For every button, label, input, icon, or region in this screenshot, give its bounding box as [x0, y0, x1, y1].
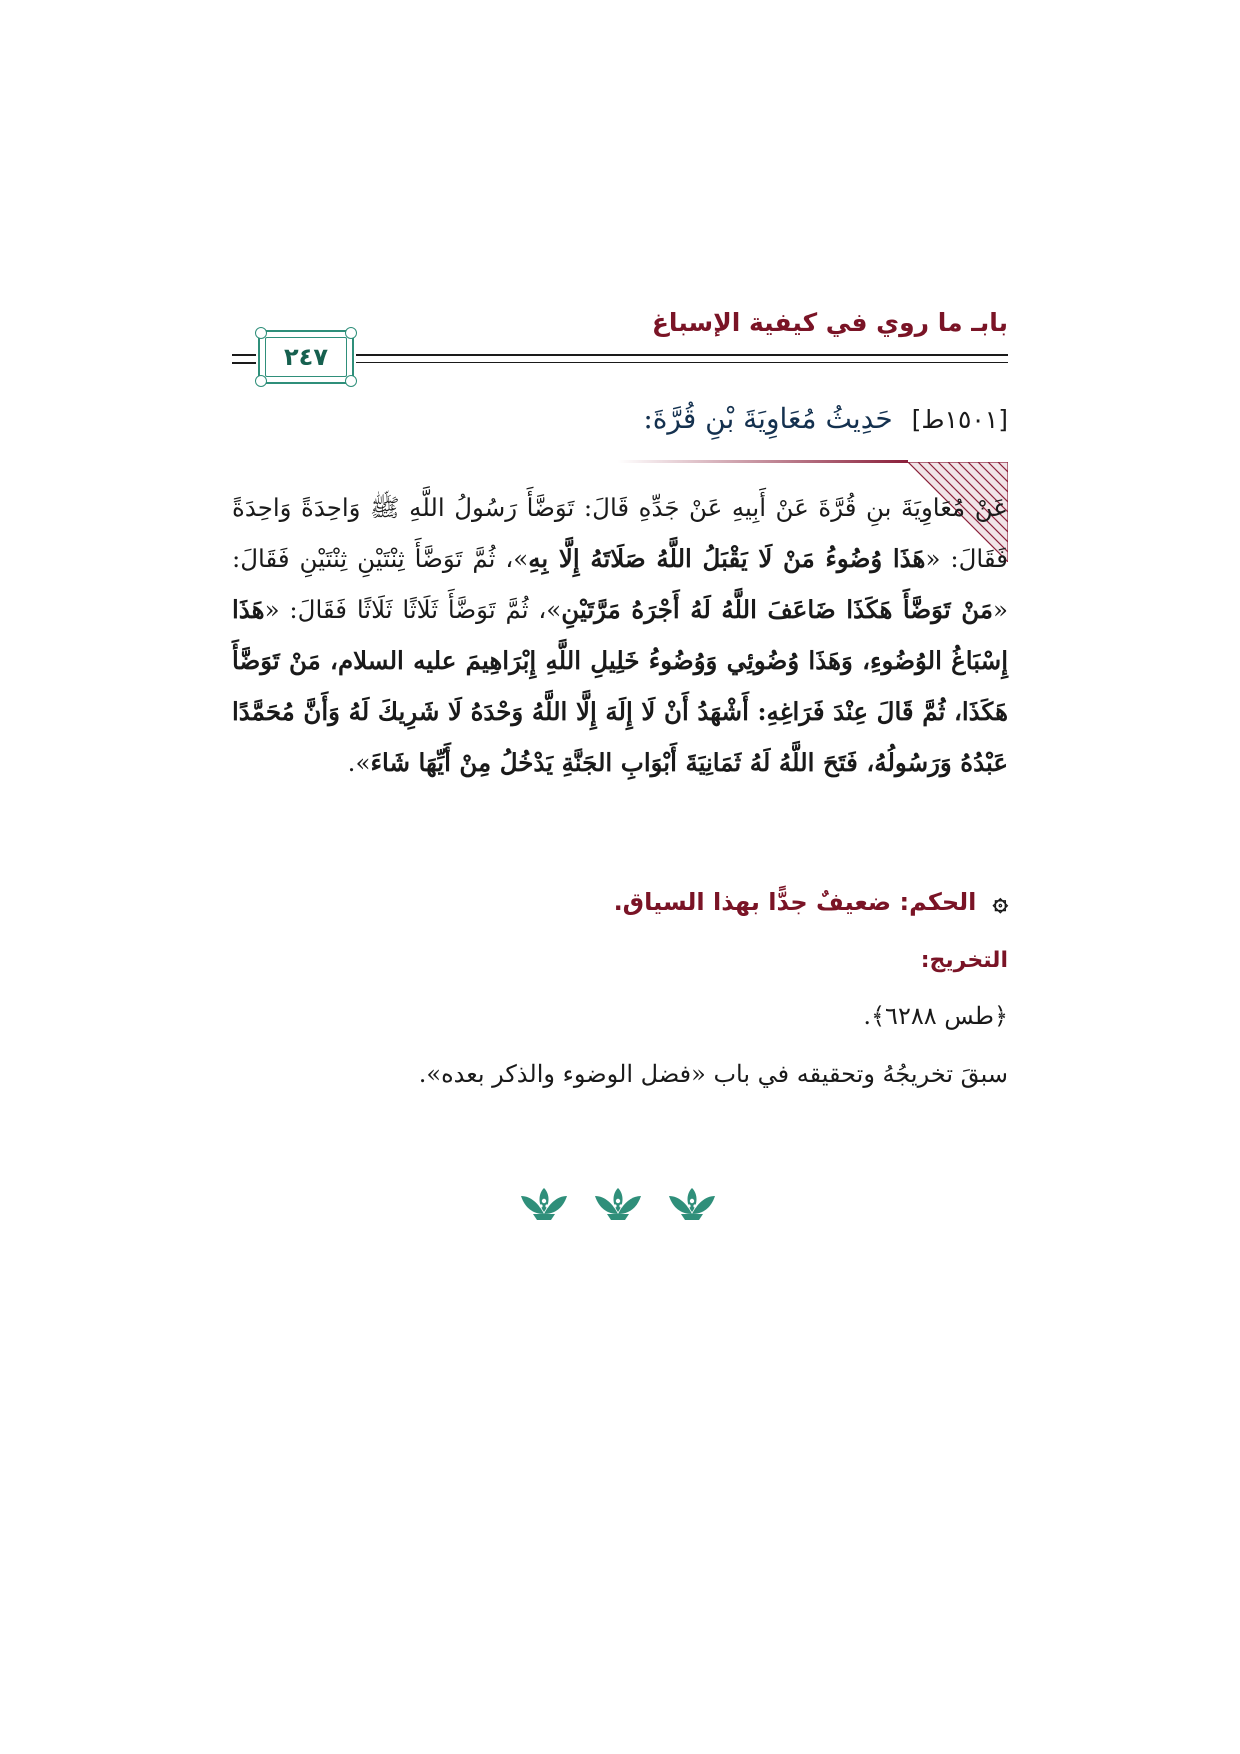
hadith-title: حَدِيثُ مُعَاوِيَةَ بْنِ قُرَّةَ:	[643, 402, 893, 435]
ruling-label: الحكم:	[899, 888, 977, 916]
hadith-quote-2: مَنْ تَوَضَّأَ هَكَذَا ضَاعَفَ اللَّهُ لَهُ أَجْرَهُ مَرَّتَيْنِ	[561, 595, 993, 624]
page-number-badge	[258, 330, 354, 384]
hadith-text	[232, 482, 1008, 788]
hadith-closing: ».	[347, 748, 371, 777]
lotus-flower-icon	[593, 1184, 643, 1224]
hadith-narration-3: »، ثُمَّ تَوَضَّأَ ثَلَاثًا ثَلَاثًا فَقَالَ: «	[264, 595, 562, 624]
section-end-ornaments	[519, 1184, 717, 1224]
header-rule-right-bottom	[356, 362, 1008, 363]
hadith-narration-2: »، ثُمَّ تَوَضَّأَ ثِنْتَيْنِ ثِنْتَيْنِ فَقَالَ: «	[232, 544, 1008, 624]
takhrij-reference: ﴿طس ٦٢٨٨﴾.	[863, 1002, 1008, 1030]
hadith-intro: عَنْ مُعَاوِيَةَ بنِ قُرَّةَ عَنْ أَبِيهِ عَنْ جَدِّهِ قَالَ: تَوَضَّأَ رَسُولُ اللَّهِ ﷺ وَاحِدَةً وَاحِدَةً فَقَالَ: «	[232, 493, 1008, 573]
takhrij-label: التخريج:	[920, 948, 1008, 973]
hadith-number: [١٥٠١ط]	[911, 405, 1008, 434]
header-rule-left-bottom	[232, 362, 256, 364]
ruling-star-icon: ۞	[992, 887, 1008, 917]
header-rule-right-top	[356, 354, 1008, 356]
ruling-line	[614, 887, 1008, 917]
section-heading	[643, 402, 1008, 435]
chapter-title: بابـ ما روي في كيفية الإسباغ	[651, 308, 1008, 337]
page-number: ٢٤٧	[265, 337, 347, 377]
ruling-value: ضعيفٌ جدًّا بهذا السياق.	[613, 888, 892, 916]
lotus-flower-icon	[519, 1184, 569, 1224]
header-rule-left-top	[232, 354, 256, 356]
hadith-quote-3: هَذَا إِسْبَاغُ الوُضُوءِ، وَهَذَا وُضُوئِي وَوُضُوءُ خَلِيلِ اللَّهِ إِبْرَاهِيمَ عليه السلام، مَنْ تَوَضَّأَ هَكَذَا، ثُمَّ قَالَ عِنْدَ فَرَاغِهِ: أَشْهَدُ أَنْ لَا إِلَهَ إِلَّا اللَّهُ وَحْدَهُ لَا شَرِيكَ لَهُ وَأَنَّ مُحَمَّدًا عَبْدُهُ وَرَسُولُهُ، فَتَحَ اللَّهُ لَهُ ثَمَانِيَةَ أَبْوَابِ الجَنَّةِ يَدْخُلُ مِنْ أَيِّهَا شَاءَ	[232, 595, 1008, 777]
heading-underline	[618, 460, 908, 463]
lotus-flower-icon	[667, 1184, 717, 1224]
takhrij-note: سبقَ تخريجُهُ وتحقيقه في باب «فضل الوضوء والذكر بعده».	[418, 1060, 1008, 1088]
hadith-quote-1: هَذَا وُضُوءُ مَنْ لَا يَقْبَلُ اللَّهُ صَلَاتَهُ إِلَّا بِهِ	[528, 544, 926, 573]
